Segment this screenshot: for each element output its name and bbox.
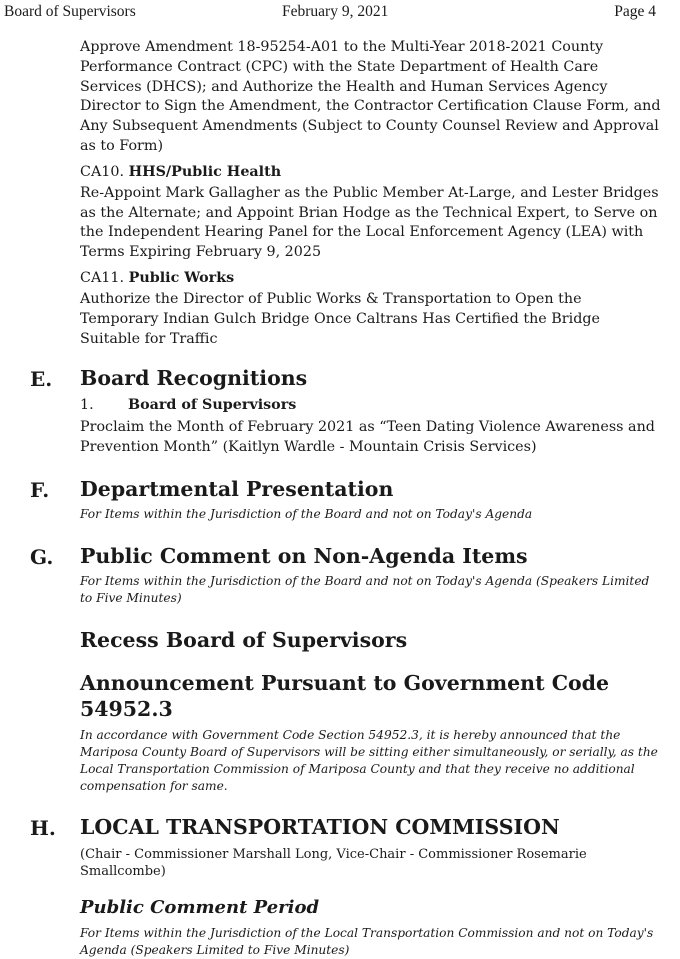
section-f-note: For Items within the Jurisdiction of the Board and not on Today's Agenda (80, 506, 533, 521)
header-page-number: Page 4 (614, 3, 656, 20)
recess-section (80, 627, 662, 653)
item-ca9-text: Approve Amendment 18-95254-A01 to the Multi-Year 2018-2021 County Performance Contract (CPC) with the State Department of Health Care Services (DHCS); and Authorize the Health and Human Services Agency Director to Sign the Amendment, the Contractor Certification Clause Form, and Any Subsequent Amendments (Subject to County Counsel Review and Approval as to Form) (80, 39, 661, 154)
public-comment-period-title: Public Comment Period (80, 896, 320, 918)
item-ca11-header (80, 268, 662, 288)
item-ca10-department: HHS/Public Health (128, 163, 282, 180)
announcement-title: Announcement Pursuant to Government Code 54952.3 (80, 670, 610, 721)
section-g-letter: G. (30, 544, 54, 569)
section-h-text: (Chair - Commissioner Marshall Long, Vice-Chair - Commissioner Rosemarie Smallcombe) (80, 846, 587, 879)
announcement-section (80, 670, 662, 795)
item-ca10-header (80, 162, 662, 182)
section-h-letter: H. (30, 815, 56, 840)
section-h-title: LOCAL TRANSPORTATION COMMISSION (80, 814, 560, 839)
section-e-title: Board Recognitions (80, 366, 308, 391)
section-e-sub-title: Board of Supervisors (128, 397, 297, 414)
section-e (30, 365, 662, 458)
section-h (30, 814, 662, 959)
section-e-text: Proclaim the Month of February 2021 as “Teen Dating Violence Awareness and Prevention Month” (Kaitlyn Wardle - Mountain Crisis Services) (80, 419, 655, 456)
section-e-subheader (80, 395, 662, 415)
section-g-note: For Items within the Jurisdiction of the Board and not on Today's Agenda (Speakers Limited to Five Minutes) (80, 573, 650, 605)
announcement-note: In accordance with Government Code Section 54952.3, it is hereby announced that the Mariposa County Board of Supervisors will be sitting either simultaneously, or serially, as the Local Transportation Commission of Mariposa County and that they receive no additional compensation for same. (80, 727, 658, 793)
header-date: February 9, 2021 (282, 3, 389, 20)
public-comment-period-note: For Items within the Jurisdiction of the Local Transportation Commission and not on Today's Agenda (Speakers Limited to Five Minutes) (80, 925, 654, 957)
item-ca10-text: Re-Appoint Mark Gallagher as the Public Member At-Large, and Lester Bridges as the Alternate; and Appoint Brian Hodge as the Technical Expert, to Serve on the Independent Hearing Panel for the Local Enforcement Agency (LEA) with Terms Expiring February 9, 2025 (80, 184, 659, 261)
section-f (30, 476, 662, 523)
item-ca11-number: CA11. (80, 269, 125, 286)
item-ca10 (80, 162, 662, 263)
header-board-name: Board of Supervisors (4, 3, 136, 20)
agenda-content (30, 38, 662, 959)
section-g (30, 543, 662, 607)
section-e-sub-number: 1. (80, 397, 94, 414)
section-e-letter: E. (30, 367, 53, 392)
recess-title: Recess Board of Supervisors (80, 627, 408, 652)
item-ca11 (80, 268, 662, 349)
section-f-letter: F. (30, 477, 50, 502)
section-f-title: Departmental Presentation (80, 476, 394, 501)
item-ca11-department: Public Works (128, 269, 235, 286)
item-ca11-text: Authorize the Director of Public Works & Transportation to Open the Temporary Indian Gulch Bridge Once Caltrans Has Certified the Bridge Suitable for Traffic (80, 290, 600, 347)
item-ca10-number: CA10. (80, 163, 125, 180)
section-g-title: Public Comment on Non-Agenda Items (80, 543, 528, 568)
